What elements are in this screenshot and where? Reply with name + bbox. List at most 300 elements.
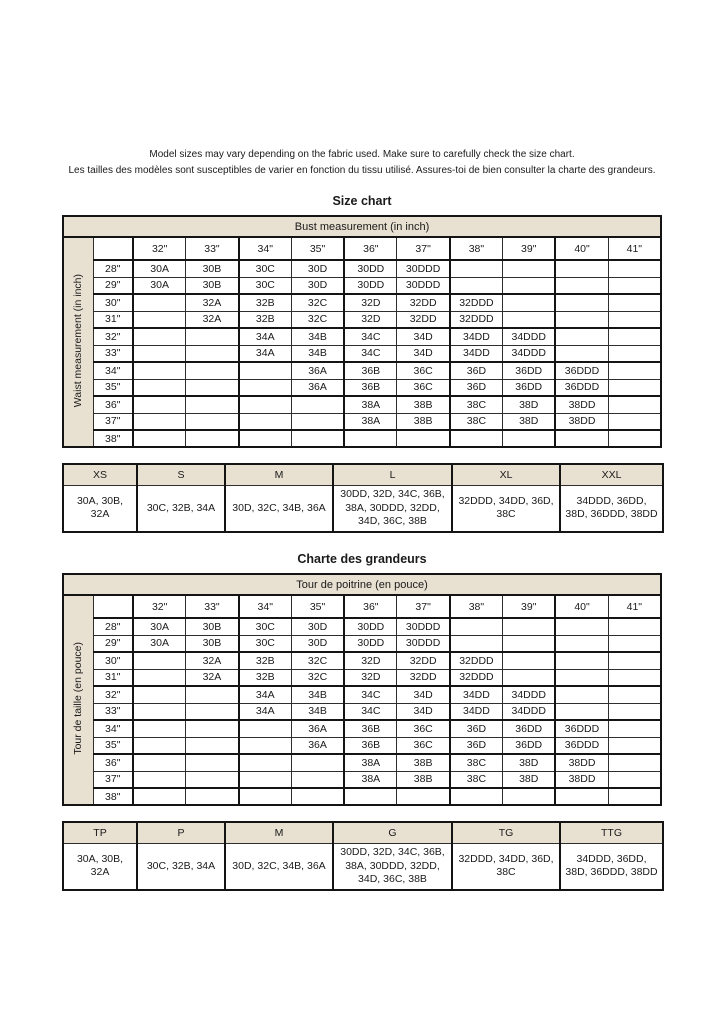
size-cell	[186, 720, 239, 737]
size-cell	[555, 430, 608, 447]
size-cell: 30D	[291, 260, 344, 277]
size-cell: 38DD	[555, 413, 608, 430]
size-cell: 38C	[450, 413, 503, 430]
letter-size-en-sizes: 30A, 30B, 32A	[63, 485, 137, 532]
size-cell: 38D	[503, 413, 556, 430]
size-cell	[450, 788, 503, 805]
size-cell: 30DDD	[397, 635, 450, 652]
size-cell	[608, 413, 661, 430]
size-cell	[555, 277, 608, 294]
bust-column-header: 40"	[555, 595, 608, 618]
size-cell: 36C	[397, 379, 450, 396]
size-chart-page	[62, 0, 662, 891]
bust-measurement-header-en: Bust measurement (in inch)	[63, 216, 661, 237]
size-cell: 38A	[344, 754, 397, 771]
letter-size-en-header: L	[333, 464, 452, 485]
size-cell	[608, 430, 661, 447]
size-cell: 38A	[344, 396, 397, 413]
corner-cell	[93, 237, 133, 260]
size-cell	[608, 618, 661, 635]
waist-measurement-header-en	[63, 237, 93, 447]
size-chart-table-en	[62, 215, 662, 448]
size-cell: 36B	[344, 720, 397, 737]
bust-column-header: 38"	[450, 595, 503, 618]
size-cell	[133, 771, 186, 788]
size-cell: 34B	[291, 703, 344, 720]
waist-row-header: 34"	[93, 720, 133, 737]
size-cell	[503, 311, 556, 328]
size-cell	[503, 277, 556, 294]
corner-cell	[93, 595, 133, 618]
size-cell	[608, 737, 661, 754]
size-cell	[186, 328, 239, 345]
size-cell	[608, 703, 661, 720]
size-cell: 34DD	[450, 328, 503, 345]
size-cell: 36C	[397, 720, 450, 737]
size-cell: 30DDD	[397, 260, 450, 277]
waist-row-header: 36"	[93, 396, 133, 413]
size-cell	[503, 618, 556, 635]
size-cell: 30A	[133, 277, 186, 294]
size-cell	[555, 669, 608, 686]
waist-row-header: 31"	[93, 669, 133, 686]
size-cell: 30DDD	[397, 277, 450, 294]
waist-row-header: 30"	[93, 294, 133, 311]
size-cell: 30B	[186, 277, 239, 294]
size-cell	[291, 771, 344, 788]
size-cell: 34C	[344, 345, 397, 362]
size-cell: 34DDD	[503, 328, 556, 345]
size-cell: 30B	[186, 618, 239, 635]
size-cell	[186, 686, 239, 703]
bust-column-header: 34"	[239, 237, 292, 260]
size-cell	[186, 413, 239, 430]
letter-size-en-sizes: 30C, 32B, 34A	[137, 485, 225, 532]
size-cell	[186, 771, 239, 788]
size-cell	[239, 788, 292, 805]
size-cell: 32B	[239, 652, 292, 669]
waist-row-header: 29"	[93, 277, 133, 294]
size-cell	[555, 788, 608, 805]
size-cell	[239, 754, 292, 771]
size-cell: 32C	[291, 669, 344, 686]
size-cell: 36DD	[503, 737, 556, 754]
size-cell: 38DD	[555, 396, 608, 413]
size-cell	[555, 652, 608, 669]
size-cell: 30DDD	[397, 618, 450, 635]
size-cell: 30D	[291, 277, 344, 294]
waist-row-header: 38"	[93, 788, 133, 805]
size-cell	[291, 430, 344, 447]
size-cell: 32B	[239, 669, 292, 686]
intro-text-fr: Les tailles des modèles sont susceptibles de varier en fonction du tissu utilisé. Assures-toi de bien consulter la charte des grandeurs.	[68, 165, 656, 176]
size-cell	[397, 788, 450, 805]
size-cell: 34DDD	[503, 345, 556, 362]
size-cell	[186, 430, 239, 447]
size-cell	[133, 686, 186, 703]
size-cell: 30C	[239, 260, 292, 277]
size-cell	[186, 379, 239, 396]
bust-column-header: 32"	[133, 237, 186, 260]
size-cell: 30DD	[344, 277, 397, 294]
size-cell	[397, 430, 450, 447]
size-cell	[608, 754, 661, 771]
waist-row-header: 38"	[93, 430, 133, 447]
size-cell	[133, 737, 186, 754]
bust-column-header: 39"	[503, 237, 556, 260]
size-cell	[344, 788, 397, 805]
size-cell	[503, 788, 556, 805]
size-chart-title-fr: Charte des grandeurs	[297, 552, 427, 566]
size-cell	[239, 720, 292, 737]
size-cell	[239, 737, 292, 754]
letter-size-fr-header: M	[225, 822, 333, 843]
letter-size-fr-sizes: 30D, 32C, 34B, 36A	[225, 843, 333, 890]
size-cell	[186, 703, 239, 720]
waist-row-header: 30"	[93, 652, 133, 669]
size-cell	[133, 396, 186, 413]
size-cell	[133, 413, 186, 430]
bust-column-header: 37"	[397, 237, 450, 260]
size-cell: 32D	[344, 652, 397, 669]
size-cell: 32DD	[397, 294, 450, 311]
letter-size-fr-header: TP	[63, 822, 137, 843]
size-cell: 38B	[397, 396, 450, 413]
size-cell: 32DD	[397, 311, 450, 328]
size-cell	[608, 294, 661, 311]
bust-column-header: 36"	[344, 237, 397, 260]
waist-row-header: 32"	[93, 686, 133, 703]
size-cell: 30A	[133, 618, 186, 635]
letter-size-fr-sizes: 30A, 30B, 32A	[63, 843, 137, 890]
size-cell	[503, 294, 556, 311]
size-cell	[133, 311, 186, 328]
size-cell	[555, 686, 608, 703]
size-cell	[555, 311, 608, 328]
size-cell	[450, 635, 503, 652]
size-cell: 30DD	[344, 635, 397, 652]
waist-row-header: 28"	[93, 618, 133, 635]
waist-row-header: 28"	[93, 260, 133, 277]
size-cell: 32D	[344, 294, 397, 311]
size-cell: 36C	[397, 362, 450, 379]
letter-size-fr-sizes: 30DD, 32D, 34C, 36B, 38A, 30DDD, 32DD, 34D, 36C, 38B	[333, 843, 452, 890]
size-cell	[133, 328, 186, 345]
size-cell: 34D	[397, 703, 450, 720]
letter-size-en-header: S	[137, 464, 225, 485]
size-cell: 32A	[186, 311, 239, 328]
letter-size-fr-sizes: 34DDD, 36DD, 38D, 36DDD, 38DD	[560, 843, 663, 890]
bust-column-header: 35"	[291, 595, 344, 618]
size-cell	[291, 413, 344, 430]
bust-column-header: 33"	[186, 237, 239, 260]
size-cell	[503, 260, 556, 277]
size-cell	[503, 430, 556, 447]
letter-size-fr-sizes: 32DDD, 34DD, 36D, 38C	[452, 843, 560, 890]
bust-column-header: 41"	[608, 237, 661, 260]
bust-column-header: 38"	[450, 237, 503, 260]
size-cell: 34C	[344, 703, 397, 720]
size-cell	[608, 669, 661, 686]
size-cell: 36B	[344, 379, 397, 396]
size-cell: 32A	[186, 652, 239, 669]
size-cell	[344, 430, 397, 447]
intro-text-en: Model sizes may vary depending on the fabric used. Make sure to carefully check the size chart.	[149, 149, 575, 160]
size-cell	[608, 379, 661, 396]
size-cell	[133, 703, 186, 720]
size-cell: 36A	[291, 720, 344, 737]
size-cell: 36D	[450, 737, 503, 754]
letter-size-en-header: M	[225, 464, 333, 485]
size-cell: 32B	[239, 311, 292, 328]
size-cell: 32A	[186, 294, 239, 311]
size-cell: 36DDD	[555, 737, 608, 754]
size-cell: 36B	[344, 362, 397, 379]
bust-column-header: 37"	[397, 595, 450, 618]
size-cell	[186, 788, 239, 805]
size-cell	[608, 635, 661, 652]
size-cell: 38B	[397, 754, 450, 771]
size-cell: 30A	[133, 635, 186, 652]
size-cell	[503, 652, 556, 669]
bust-column-header: 40"	[555, 237, 608, 260]
waist-row-header: 37"	[93, 771, 133, 788]
size-cell	[291, 396, 344, 413]
letter-size-fr-header: P	[137, 822, 225, 843]
size-cell	[133, 720, 186, 737]
size-cell: 34DD	[450, 686, 503, 703]
size-cell	[608, 311, 661, 328]
bust-measurement-header-fr: Tour de poitrine (en pouce)	[63, 574, 661, 595]
size-cell	[555, 328, 608, 345]
size-chart-table-fr	[62, 573, 662, 806]
size-cell: 30A	[133, 260, 186, 277]
size-cell: 38C	[450, 754, 503, 771]
size-chart-title-en: Size chart	[332, 194, 392, 208]
size-cell: 32A	[186, 669, 239, 686]
size-cell: 30C	[239, 277, 292, 294]
size-cell	[450, 430, 503, 447]
size-cell: 32C	[291, 311, 344, 328]
size-cell: 38D	[503, 754, 556, 771]
size-cell	[608, 277, 661, 294]
size-cell	[608, 362, 661, 379]
size-cell	[555, 635, 608, 652]
size-cell: 30D	[291, 618, 344, 635]
waist-row-header: 35"	[93, 737, 133, 754]
size-cell	[291, 788, 344, 805]
size-cell: 36D	[450, 362, 503, 379]
size-cell: 36DDD	[555, 379, 608, 396]
size-cell: 32D	[344, 669, 397, 686]
size-cell: 34A	[239, 345, 292, 362]
size-cell: 38DD	[555, 771, 608, 788]
size-cell	[239, 771, 292, 788]
size-cell	[555, 618, 608, 635]
size-cell: 34DDD	[503, 703, 556, 720]
size-cell	[239, 413, 292, 430]
size-cell: 36DD	[503, 720, 556, 737]
size-cell	[133, 430, 186, 447]
size-cell: 34DD	[450, 345, 503, 362]
letter-size-table-fr	[62, 821, 664, 891]
waist-measurement-header-fr	[63, 595, 93, 805]
size-cell: 30DD	[344, 260, 397, 277]
size-cell	[608, 652, 661, 669]
size-cell	[186, 737, 239, 754]
size-cell: 38B	[397, 413, 450, 430]
size-cell	[133, 379, 186, 396]
waist-row-header: 36"	[93, 754, 133, 771]
letter-size-en-sizes: 30D, 32C, 34B, 36A	[225, 485, 333, 532]
waist-row-header: 32"	[93, 328, 133, 345]
bust-column-header: 32"	[133, 595, 186, 618]
waist-measurement-label: Waist measurement (in inch)	[72, 273, 85, 408]
size-cell: 38D	[503, 396, 556, 413]
size-cell	[186, 362, 239, 379]
size-cell	[239, 362, 292, 379]
bust-column-header: 39"	[503, 595, 556, 618]
size-cell	[133, 652, 186, 669]
letter-size-fr-header: G	[333, 822, 452, 843]
size-cell: 36A	[291, 362, 344, 379]
size-cell	[186, 754, 239, 771]
size-cell	[239, 396, 292, 413]
size-cell: 32DD	[397, 652, 450, 669]
size-cell: 34D	[397, 345, 450, 362]
size-cell	[291, 754, 344, 771]
waist-measurement-label: Tour de taille (en pouce)	[72, 642, 85, 755]
letter-size-fr-header: TG	[452, 822, 560, 843]
size-cell: 36D	[450, 379, 503, 396]
size-cell: 38A	[344, 413, 397, 430]
size-cell	[133, 754, 186, 771]
size-cell	[239, 430, 292, 447]
bust-column-header: 33"	[186, 595, 239, 618]
size-cell	[133, 345, 186, 362]
size-cell: 32DDD	[450, 652, 503, 669]
bust-column-header: 34"	[239, 595, 292, 618]
size-cell	[608, 328, 661, 345]
size-cell: 36A	[291, 737, 344, 754]
size-cell	[186, 345, 239, 362]
size-cell: 36A	[291, 379, 344, 396]
size-cell	[450, 618, 503, 635]
size-cell: 32DD	[397, 669, 450, 686]
size-cell: 34D	[397, 328, 450, 345]
size-cell: 38C	[450, 396, 503, 413]
letter-size-en-header: XXL	[560, 464, 663, 485]
bust-column-header: 36"	[344, 595, 397, 618]
letter-size-en-header: XL	[452, 464, 560, 485]
letter-size-en-header: XS	[63, 464, 137, 485]
size-cell: 34B	[291, 686, 344, 703]
letter-size-fr-header: TTG	[560, 822, 663, 843]
size-cell	[608, 260, 661, 277]
size-cell: 34A	[239, 703, 292, 720]
size-cell: 30C	[239, 635, 292, 652]
size-cell	[608, 396, 661, 413]
waist-row-header: 35"	[93, 379, 133, 396]
size-cell: 34DD	[450, 703, 503, 720]
size-cell: 34D	[397, 686, 450, 703]
size-cell	[133, 669, 186, 686]
size-cell	[133, 362, 186, 379]
size-cell	[608, 771, 661, 788]
waist-row-header: 29"	[93, 635, 133, 652]
size-cell: 32B	[239, 294, 292, 311]
size-cell	[555, 294, 608, 311]
size-cell: 34C	[344, 328, 397, 345]
letter-size-en-sizes: 30DD, 32D, 34C, 36B, 38A, 30DDD, 32DD, 34D, 36C, 38B	[333, 485, 452, 532]
waist-row-header: 33"	[93, 703, 133, 720]
size-cell: 36DD	[503, 362, 556, 379]
size-cell	[555, 703, 608, 720]
waist-row-header: 31"	[93, 311, 133, 328]
size-cell	[503, 635, 556, 652]
size-cell	[608, 686, 661, 703]
size-cell	[450, 277, 503, 294]
size-cell: 34B	[291, 345, 344, 362]
letter-size-fr-sizes: 30C, 32B, 34A	[137, 843, 225, 890]
size-cell: 32C	[291, 652, 344, 669]
size-cell	[608, 788, 661, 805]
waist-row-header: 34"	[93, 362, 133, 379]
letter-size-en-sizes: 32DDD, 34DD, 36D, 38C	[452, 485, 560, 532]
size-cell: 34DDD	[503, 686, 556, 703]
size-cell: 36DDD	[555, 362, 608, 379]
size-cell: 32C	[291, 294, 344, 311]
size-cell: 38D	[503, 771, 556, 788]
size-cell: 36D	[450, 720, 503, 737]
size-cell	[186, 396, 239, 413]
size-cell	[450, 260, 503, 277]
size-cell	[555, 260, 608, 277]
size-cell: 38DD	[555, 754, 608, 771]
size-cell: 30B	[186, 635, 239, 652]
size-cell: 38B	[397, 771, 450, 788]
size-cell: 34B	[291, 328, 344, 345]
size-cell: 36C	[397, 737, 450, 754]
size-cell: 30DD	[344, 618, 397, 635]
size-cell: 32DDD	[450, 294, 503, 311]
bust-column-header: 41"	[608, 595, 661, 618]
size-cell	[133, 788, 186, 805]
letter-size-en-sizes: 34DDD, 36DD, 38D, 36DDD, 38DD	[560, 485, 663, 532]
waist-row-header: 33"	[93, 345, 133, 362]
size-cell: 30B	[186, 260, 239, 277]
size-cell	[555, 345, 608, 362]
size-cell: 30C	[239, 618, 292, 635]
size-cell: 38A	[344, 771, 397, 788]
size-cell: 32DDD	[450, 311, 503, 328]
size-cell: 32D	[344, 311, 397, 328]
size-cell: 38C	[450, 771, 503, 788]
size-cell	[608, 720, 661, 737]
bust-column-header: 35"	[291, 237, 344, 260]
size-cell	[503, 669, 556, 686]
waist-row-header: 37"	[93, 413, 133, 430]
size-cell	[133, 294, 186, 311]
size-cell	[239, 379, 292, 396]
size-cell: 34A	[239, 686, 292, 703]
size-cell: 36DDD	[555, 720, 608, 737]
size-cell: 36B	[344, 737, 397, 754]
size-cell: 36DD	[503, 379, 556, 396]
size-cell: 34C	[344, 686, 397, 703]
size-cell: 30D	[291, 635, 344, 652]
size-cell: 32DDD	[450, 669, 503, 686]
